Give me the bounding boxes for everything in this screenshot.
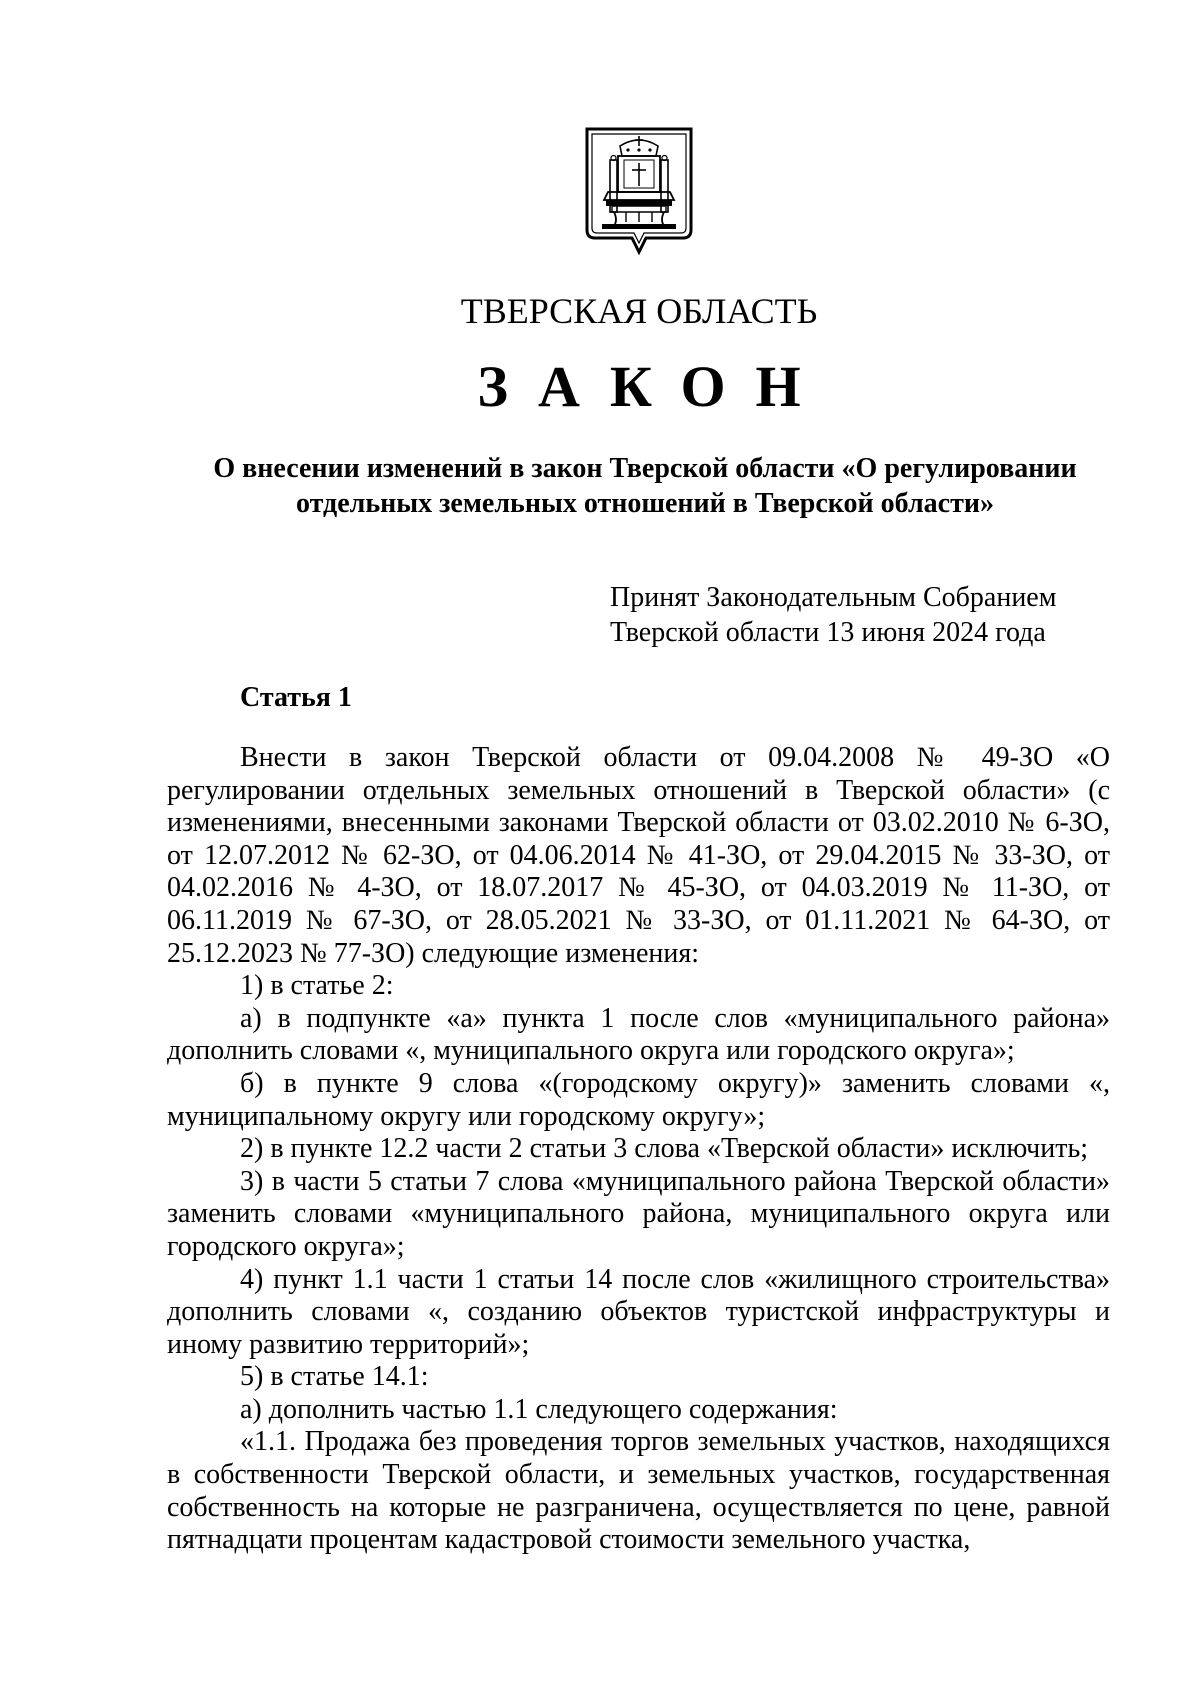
law-subject-line: отдельных земельных отношений в Тверской области» xyxy=(296,488,994,519)
law-subject-line: О внесении изменений в закон Тверской области «О регулировании xyxy=(213,453,1077,484)
document-type-title: ЗАКОН xyxy=(477,354,831,419)
paragraph: Внести в закон Тверской области от 09.04.2008 № 49-ЗО «О регулировании отдельных земельных отношений в Тверской области» (с изменениями, внесенными законами Тверской области от 03.02.2010 № 6-ЗО, от 12.07.2012 № 62-ЗО, от 04.06.2014 № 41-ЗО, от 29.04.2015 № 33-ЗО, от 04.02.2016 № 4-ЗО, от 18.07.2017 № 45-ЗО, от 04.03.2019 № 11-ЗО, от 06.11.2019 № 67-ЗО, от 28.05.2021 № 33-ЗО, от 01.11.2021 № 64-ЗО, от 25.12.2023 № 77-ЗО) следующие изменения: xyxy=(167,742,1110,969)
paragraph: б) в пункте 9 слова «(городскому округу)» заменить словами «, муниципальному округу или городскому округу»; xyxy=(167,1067,1110,1132)
article-heading: Статья 1 xyxy=(240,682,352,713)
paragraph: 5) в статье 14.1: xyxy=(240,1361,429,1393)
paragraph: 4) пункт 1.1 части 1 статьи 14 после слов «жилищного строительства» дополнить словами «, созданию объектов туристской инфраструктуры и иному развитию территорий»; xyxy=(167,1263,1110,1360)
adoption-note-line: Тверской области 13 июня 2024 года xyxy=(610,617,1046,648)
paragraph: 3) в части 5 статьи 7 слова «муниципального района Тверской области» заменить словами «муниципального района, муниципального округа или городского округа»; xyxy=(167,1165,1110,1262)
article-body xyxy=(167,742,1110,1557)
paragraph: 2) в пункте 12.2 части 2 статьи 3 слова «Тверской области» исключить; xyxy=(240,1133,1089,1165)
paragraph: 1) в статье 2: xyxy=(240,970,394,1002)
paragraph: а) дополнить частью 1.1 следующего содержания: xyxy=(240,1393,838,1425)
paragraph: а) в подпункте «а» пункта 1 после слов «муниципального района» дополнить словами «, муниципального округа или городского округа»; xyxy=(167,1002,1110,1067)
adoption-note xyxy=(610,580,1056,650)
region-name: ТВЕРСКАЯ ОБЛАСТЬ xyxy=(460,291,818,331)
adoption-note-line: Принят Законодательным Собранием xyxy=(610,582,1057,613)
paragraph: «1.1. Продажа без проведения торгов земельных участков, находящихся в собственности Тверской области, и земельных участков, государственная собственность на которые не разграничена, осуществляется по цене, равной пятнадцати процентам кадастровой стоимости земельного участка, xyxy=(167,1426,1110,1556)
tver-coat-of-arms-icon xyxy=(584,126,694,258)
law-subject xyxy=(150,451,1140,521)
